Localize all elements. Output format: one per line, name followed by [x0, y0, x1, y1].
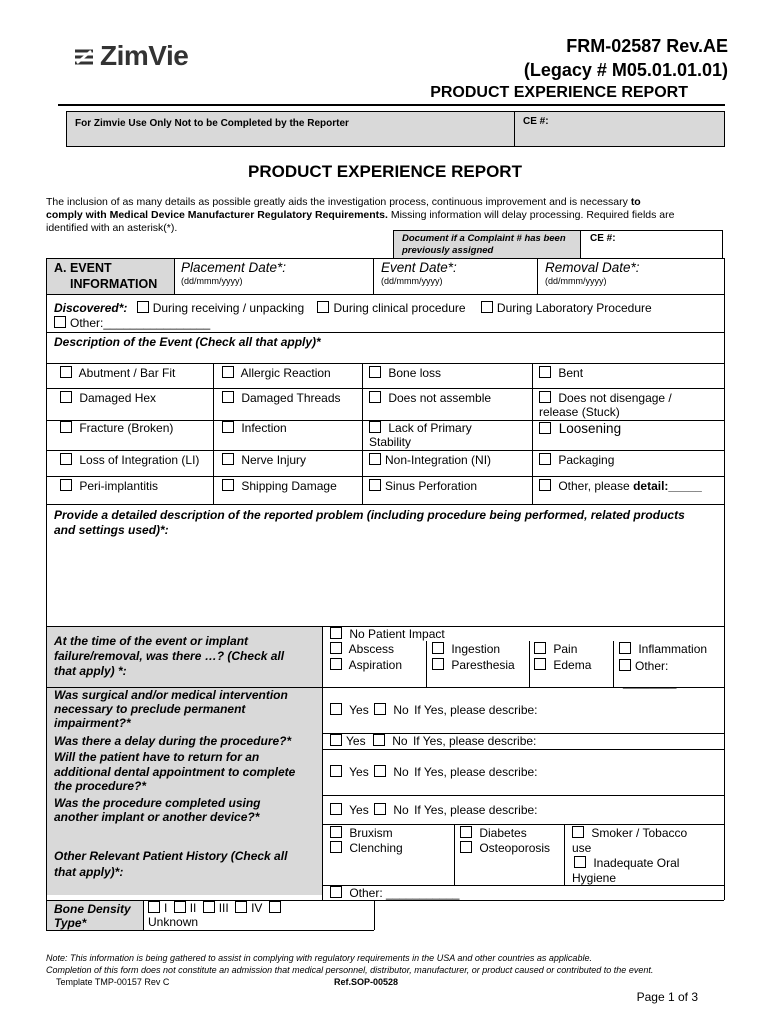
- return-no-checkbox[interactable]: [374, 765, 386, 777]
- event-item-allergic[interactable]: Allergic Reaction: [222, 366, 331, 380]
- event-item-sinus-perforation[interactable]: Sinus Perforation: [369, 479, 477, 493]
- removal-date-field[interactable]: Removal Date*: (dd/mmm/yyyy): [545, 260, 640, 286]
- event-item-other[interactable]: Other, please detail:_____: [539, 479, 702, 493]
- logo-text: ZimVie: [100, 40, 189, 71]
- question-intervention: Was surgical and/or medical intervention necessary to preclude permanent impairment?*: [54, 688, 288, 730]
- impact-question: At the time of the event or implant failure/removal, was there …? (Check all that apply) *:: [54, 634, 285, 678]
- return-yes-checkbox[interactable]: [330, 765, 342, 777]
- event-item-bent[interactable]: Bent: [539, 366, 583, 380]
- description-label: Description of the Event (Check all that apply)*: [54, 335, 321, 349]
- impact-pain[interactable]: Pain: [534, 642, 577, 656]
- legacy-number: (Legacy # M05.01.01.01): [523, 60, 728, 80]
- delay-no-checkbox[interactable]: [373, 734, 385, 746]
- impact-other[interactable]: Other: ________: [619, 658, 676, 690]
- impact-no-impact[interactable]: No Patient Impact: [330, 627, 445, 641]
- form-number: FRM-02587 Rev.AE: [566, 36, 728, 56]
- event-item-fracture[interactable]: Fracture (Broken): [60, 421, 173, 435]
- discovered-other-row: Other:________________: [54, 316, 210, 330]
- impact-abscess[interactable]: Abscess: [330, 642, 394, 656]
- event-item-packaging[interactable]: Packaging: [539, 453, 614, 467]
- zimvie-logo-icon: [72, 46, 96, 68]
- event-section-title: A. EVENT INFORMATION: [54, 261, 158, 291]
- internal-use-label: For Zimvie Use Only Not to be Completed by the Reporter: [75, 118, 349, 129]
- discovered-other-checkbox[interactable]: [54, 316, 66, 328]
- event-item-not-assemble[interactable]: Does not assemble: [369, 391, 491, 405]
- detailed-description-label: Provide a detailed description of the reported problem (including procedure being performed, related products and settings used)*:: [54, 508, 685, 537]
- event-item-damaged-threads[interactable]: Damaged Threads: [222, 391, 341, 405]
- impact-edema[interactable]: Edema: [534, 658, 591, 672]
- question-delay: Was there a delay during the procedure?*: [54, 734, 292, 748]
- main-title: PRODUCT EXPERIENCE REPORT: [248, 162, 522, 181]
- event-item-loosening[interactable]: Loosening: [539, 421, 621, 436]
- detailed-description-field[interactable]: [50, 540, 720, 622]
- bone-density-iii-checkbox[interactable]: [203, 901, 215, 913]
- answer-completed: Yes No If Yes, please describe:: [330, 803, 538, 817]
- impact-inflammation[interactable]: Inflammation: [619, 642, 707, 656]
- complaint-box: [393, 230, 723, 259]
- history-bruxism[interactable]: Bruxism: [330, 826, 393, 840]
- event-item-nerve-injury[interactable]: Nerve Injury: [222, 453, 306, 467]
- event-item-abutment[interactable]: Abutment / Bar Fit: [60, 366, 175, 380]
- event-item-not-disengage[interactable]: Does not disengage / release (Stuck): [539, 391, 672, 419]
- discovered-clinical-checkbox[interactable]: [317, 301, 329, 313]
- history-label: Other Relevant Patient History (Check all that apply)*:: [54, 849, 288, 879]
- placement-date-field[interactable]: Placement Date*: (dd/mmm/yyyy): [181, 260, 287, 286]
- question-completed: Was the procedure completed using another implant or another device?*: [54, 796, 261, 824]
- discovered-laboratory-checkbox[interactable]: [481, 301, 493, 313]
- complaint-ce-field[interactable]: [624, 234, 714, 254]
- intervention-yes-checkbox[interactable]: [330, 703, 342, 715]
- history-clenching[interactable]: Clenching: [330, 841, 403, 855]
- footer-template: Template TMP-00157 Rev C: [56, 977, 170, 987]
- question-return: Will the patient have to return for an additional dental appointment to complete the procedure?*: [54, 750, 296, 793]
- event-item-peri-implantitis[interactable]: Peri-implantitis: [60, 479, 158, 493]
- discovered-row: Discovered*: During receiving / unpacking During clinical procedure During Laboratory Procedure: [54, 301, 652, 315]
- history-diabetes[interactable]: Diabetes: [460, 826, 527, 840]
- completed-yes-checkbox[interactable]: [330, 803, 342, 815]
- answer-delay: Yes No If Yes, please describe:: [330, 734, 536, 748]
- bone-density-unknown-checkbox[interactable]: [269, 901, 281, 913]
- event-item-damaged-hex[interactable]: Damaged Hex: [60, 391, 156, 405]
- history-osteoporosis[interactable]: Osteoporosis: [460, 841, 550, 855]
- impact-aspiration[interactable]: Aspiration: [330, 658, 402, 672]
- event-item-boneloss[interactable]: Bone loss: [369, 366, 441, 380]
- header-divider: [58, 104, 725, 106]
- delay-yes-checkbox[interactable]: [330, 734, 342, 746]
- event-item-non-integration[interactable]: Non-Integration (NI): [369, 453, 491, 467]
- impact-paresthesia[interactable]: Paresthesia: [432, 658, 515, 672]
- event-item-loss-integration[interactable]: Loss of Integration (LI): [60, 453, 199, 467]
- bone-density-i-checkbox[interactable]: [148, 901, 160, 913]
- internal-ce-label: CE #:: [523, 116, 549, 127]
- internal-use-box: [66, 111, 725, 147]
- intro-text: The inclusion of as many details as possible greatly aids the investigation process, continuous improvement and is necessary to comply with Medical Device Manufacturer Regulatory Requirements. Missing information will delay processing. Required fields are identified with an asterisk(*).: [46, 196, 675, 234]
- bone-density-iv-checkbox[interactable]: [235, 901, 247, 913]
- complaint-label: Document if a Complaint # has been previously assigned: [402, 233, 566, 256]
- event-date-field[interactable]: Event Date*: (dd/mmm/yyyy): [381, 260, 457, 286]
- history-other[interactable]: Other: ___________: [330, 886, 459, 900]
- event-item-shipping-damage[interactable]: Shipping Damage: [222, 479, 337, 493]
- report-title-header: PRODUCT EXPERIENCE REPORT: [430, 84, 688, 101]
- bone-density-ii-checkbox[interactable]: [174, 901, 186, 913]
- discovered-receiving-checkbox[interactable]: [137, 301, 149, 313]
- impact-ingestion[interactable]: Ingestion: [432, 642, 500, 656]
- footer-ref: Ref.SOP-00528: [334, 977, 399, 987]
- history-smoker[interactable]: Smoker / Tobacco use: [572, 826, 688, 855]
- page-number: Page 1 of 3: [636, 990, 698, 1004]
- event-item-infection[interactable]: Infection: [222, 421, 287, 435]
- complaint-ce-label: CE #:: [590, 233, 616, 244]
- bone-density-label: Bone Density Type*: [54, 902, 131, 930]
- answer-intervention: Yes No If Yes, please describe:: [330, 703, 538, 717]
- completed-no-checkbox[interactable]: [374, 803, 386, 815]
- bone-density-options: I II III IV Unknown: [148, 901, 285, 929]
- history-inadequate-hygiene[interactable]: Inadequate Oral Hygiene: [572, 856, 680, 885]
- footer-note: Note: This information is being gathered to assist in complying with regulatory requirements in the USA and other countries as applicable. Completion of this form does not constitute an admission that medical personnel, distributor, manufacturer, or product caused or contributed to the event.: [46, 953, 654, 975]
- answer-return: Yes No If Yes, please describe:: [330, 765, 538, 779]
- intervention-no-checkbox[interactable]: [374, 703, 386, 715]
- event-item-primary-stability[interactable]: Lack of Primary Stability: [369, 421, 472, 449]
